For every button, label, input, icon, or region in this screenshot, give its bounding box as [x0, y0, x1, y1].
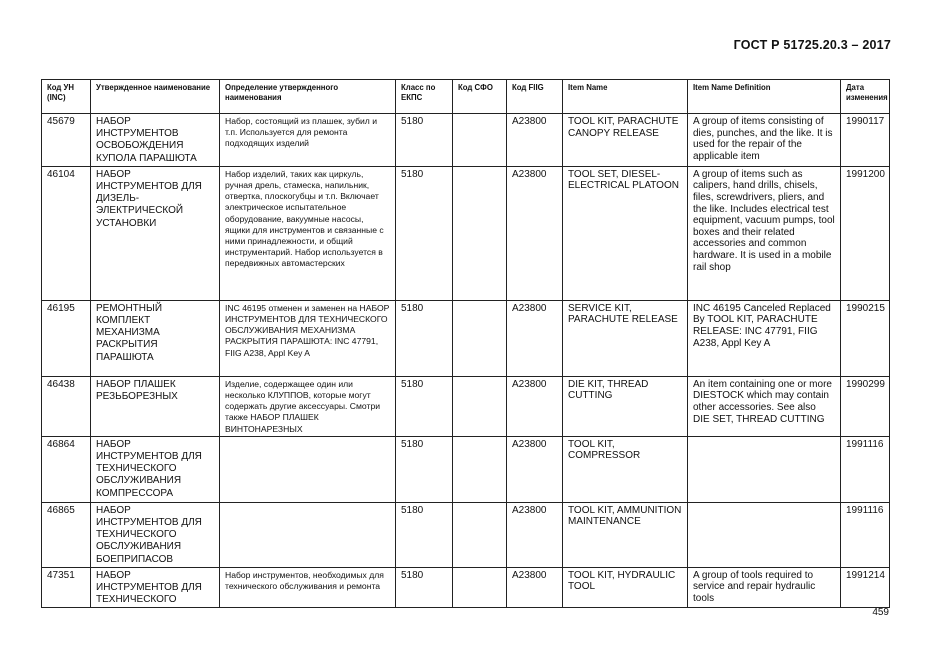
cell-name-ru: РЕМОНТНЫЙ КОМПЛЕКТ МЕХАНИЗМА РАСКРЫТИЯ ПАРАШЮТА [91, 300, 220, 376]
cell-fiig: A23800 [507, 567, 563, 608]
cell-inc: 46438 [42, 376, 91, 436]
cell-inc: 46195 [42, 300, 91, 376]
cell-item-definition [688, 502, 841, 567]
cell-inc: 46864 [42, 436, 91, 502]
cell-definition-ru: Изделие, содержащее один или несколько КЛУППОВ, которые могут содержать другие аксессуары. Смотри также НАБОР ПЛАШЕК ВИНТОНАРЕЗНЫХ [220, 376, 396, 436]
table-header-row [42, 80, 890, 114]
page-number: 459 [872, 607, 889, 618]
cell-item-name: SERVICE KIT, PARACHUTE RELEASE [563, 300, 688, 376]
cell-item-name: TOOL KIT, PARACHUTE CANOPY RELEASE [563, 114, 688, 167]
cell-sfo [453, 502, 507, 567]
cell-date: 1991116 [841, 436, 890, 502]
table-row [42, 114, 890, 167]
cell-inc: 47351 [42, 567, 91, 608]
column-header-sfo: Код СФО [453, 80, 507, 114]
cell-item-name: TOOL SET, DIESEL-ELECTRICAL PLATOON [563, 166, 688, 300]
cell-date: 1991214 [841, 567, 890, 608]
cell-sfo [453, 567, 507, 608]
cell-item-name: DIE KIT, THREAD CUTTING [563, 376, 688, 436]
table-row [42, 166, 890, 300]
cell-date: 1990117 [841, 114, 890, 167]
table-row [42, 436, 890, 502]
column-header-inc: Код УН (INC) [42, 80, 91, 114]
column-header-fiig: Код FIIG [507, 80, 563, 114]
column-header-item-definition: Item Name Definition [688, 80, 841, 114]
cell-fiig: A23800 [507, 502, 563, 567]
cell-fiig: A23800 [507, 300, 563, 376]
cell-inc: 45679 [42, 114, 91, 167]
cell-item-definition: An item containing one or more DIESTOCK which may contain other accessories. See also DIE SET, THREAD CUTTING [688, 376, 841, 436]
cell-item-name: TOOL KIT, AMMUNITION MAINTENANCE [563, 502, 688, 567]
cell-ekps: 5180 [396, 166, 453, 300]
cell-inc: 46104 [42, 166, 91, 300]
cell-definition-ru: Набор, состоящий из плашек, зубил и т.п. Используется для ремонта подходящих изделий [220, 114, 396, 167]
document-header: ГОСТ Р 51725.20.3 – 2017 [733, 38, 891, 52]
cell-fiig: A23800 [507, 166, 563, 300]
cell-sfo [453, 166, 507, 300]
cell-item-definition [688, 436, 841, 502]
table-row [42, 567, 890, 608]
cell-sfo [453, 436, 507, 502]
cell-sfo [453, 114, 507, 167]
cell-ekps: 5180 [396, 567, 453, 608]
cell-sfo [453, 376, 507, 436]
column-header-name-ru: Утвержденное наименование [91, 80, 220, 114]
cell-sfo [453, 300, 507, 376]
catalog-table [41, 79, 890, 608]
cell-item-definition: A group of items such as calipers, hand drills, chisels, files, screwdrivers, pliers, and the like. Includes electrical test equipment, vacuum pumps, tool boxes and their related accessories and common hardware. It is used in a mobile rail shop [688, 166, 841, 300]
cell-ekps: 5180 [396, 502, 453, 567]
cell-ekps: 5180 [396, 376, 453, 436]
cell-fiig: A23800 [507, 376, 563, 436]
cell-item-definition: INC 46195 Canceled Replaced By TOOL KIT, PARACHUTE RELEASE: INC 47791, FIIG A238, Appl Key A [688, 300, 841, 376]
cell-date: 1990215 [841, 300, 890, 376]
cell-item-name: TOOL KIT, HYDRAULIC TOOL [563, 567, 688, 608]
cell-name-ru: НАБОР ИНСТРУМЕНТОВ ДЛЯ ТЕХНИЧЕСКОГО [91, 567, 220, 608]
cell-name-ru: НАБОР ИНСТРУМЕНТОВ ОСВОБОЖДЕНИЯ КУПОЛА ПАРАШЮТА [91, 114, 220, 167]
table-row [42, 300, 890, 376]
cell-name-ru: НАБОР ИНСТРУМЕНТОВ ДЛЯ ТЕХНИЧЕСКОГО ОБСЛУЖИВАНИЯ БОЕПРИПАСОВ [91, 502, 220, 567]
cell-ekps: 5180 [396, 436, 453, 502]
cell-ekps: 5180 [396, 300, 453, 376]
cell-definition-ru: Набор инструментов, необходимых для технического обслуживания и ремонта [220, 567, 396, 608]
cell-item-definition: A group of tools required to service and repair hydraulic tools [688, 567, 841, 608]
cell-definition-ru [220, 502, 396, 567]
cell-name-ru: НАБОР ИНСТРУМЕНТОВ ДЛЯ ДИЗЕЛЬ-ЭЛЕКТРИЧЕСКОЙ УСТАНОВКИ [91, 166, 220, 300]
cell-item-name: TOOL KIT, COMPRESSOR [563, 436, 688, 502]
column-header-ekps: Класс по ЕКПС [396, 80, 453, 114]
cell-name-ru: НАБОР ПЛАШЕК РЕЗЬБОРЕЗНЫХ [91, 376, 220, 436]
cell-fiig: A23800 [507, 436, 563, 502]
cell-name-ru: НАБОР ИНСТРУМЕНТОВ ДЛЯ ТЕХНИЧЕСКОГО ОБСЛУЖИВАНИЯ КОМПРЕССОРА [91, 436, 220, 502]
cell-definition-ru [220, 436, 396, 502]
cell-ekps: 5180 [396, 114, 453, 167]
cell-date: 1990299 [841, 376, 890, 436]
column-header-date: Дата изменения [841, 80, 890, 114]
cell-inc: 46865 [42, 502, 91, 567]
cell-definition-ru: Набор изделий, таких как циркуль, ручная дрель, стамеска, напильник, отвертка, плоскогубцы и т.п. Включает электрическое испытательное оборудование, вакуумные насосы, ящики для инструментов и связанные с ними принадлежности, и общий инструментарий. Набор используется в передвижных автомастерских [220, 166, 396, 300]
column-header-definition-ru: Определение утвержденного наименования [220, 80, 396, 114]
cell-definition-ru: INC 46195 отменен и заменен на НАБОР ИНСТРУМЕНТОВ ДЛЯ ТЕХНИЧЕСКОГО ОБСЛУЖИВАНИЯ МЕХАНИЗМА РАСКРЫТИЯ ПАРАШЮТА: INC 47791, FIIG A238, Appl Key A [220, 300, 396, 376]
table-row [42, 502, 890, 567]
table-row [42, 376, 890, 436]
cell-item-definition: A group of items consisting of dies, punches, and the like. It is used for the repair of the applicable item [688, 114, 841, 167]
cell-fiig: A23800 [507, 114, 563, 167]
cell-date: 1991200 [841, 166, 890, 300]
cell-date: 1991116 [841, 502, 890, 567]
column-header-item-name: Item Name [563, 80, 688, 114]
